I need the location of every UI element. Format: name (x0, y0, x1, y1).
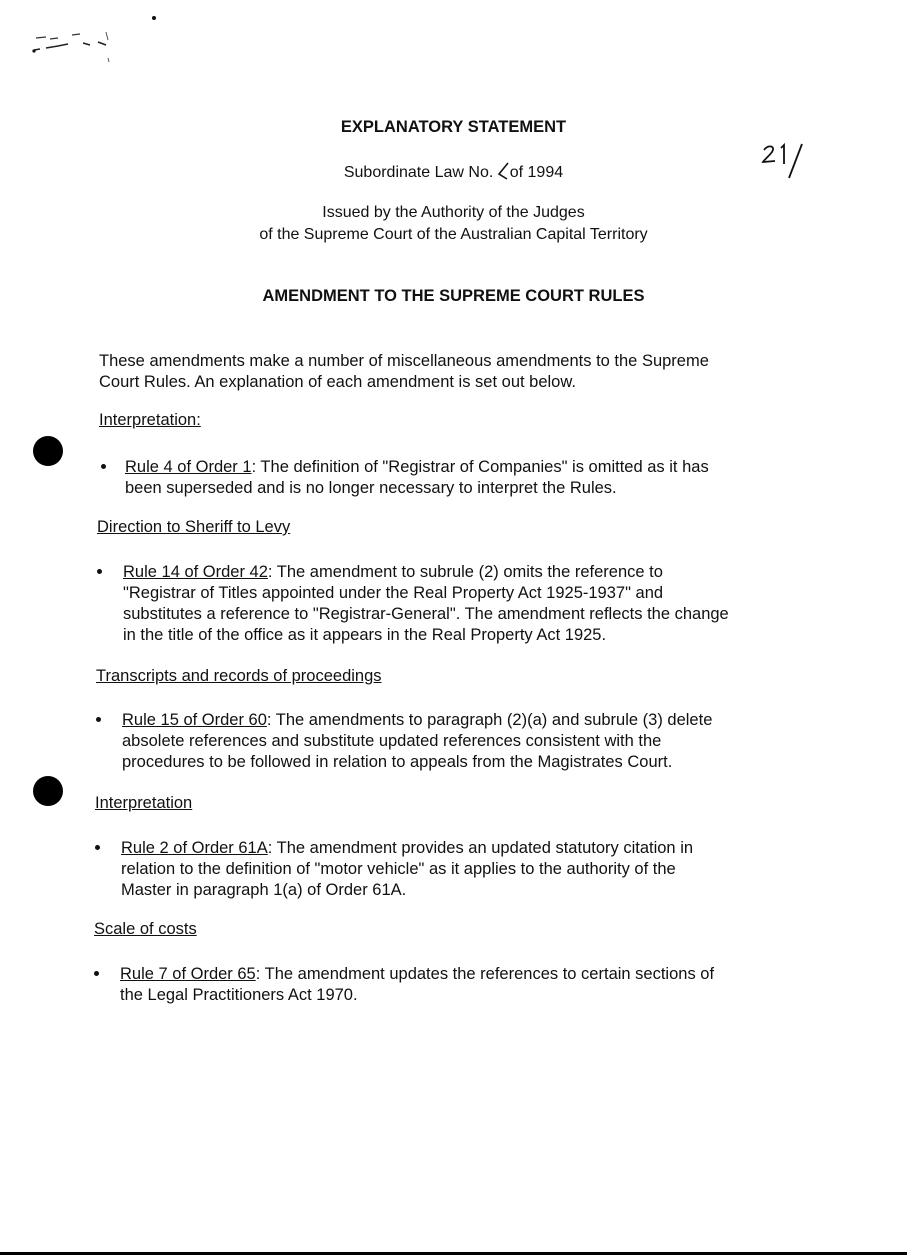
section-item: Rule 7 of Order 65: The amendment updates the references to certain sections of the Legal Practitioners Act 1970. (120, 965, 715, 1004)
intro-paragraph (99, 351, 709, 393)
speck-dot (152, 16, 156, 20)
bullet-icon (95, 845, 100, 850)
amendment-title: AMENDMENT TO THE SUPREME COURT RULES (262, 287, 645, 305)
rule-reference: Rule 2 of Order 61A (121, 839, 268, 857)
section-heading: Scale of costs (94, 920, 197, 938)
law-number-label: Subordinate Law No. (343, 164, 498, 181)
authority-line-1: Issued by the Authority of the Judges (322, 204, 585, 221)
scan-artifact-marks (28, 10, 118, 65)
rule-reference: Rule 15 of Order 60 (122, 711, 267, 729)
section-item: Rule 2 of Order 61A: The amendment provides an updated statutory citation in relation to the definition of "motor vehicle" as it applies to the authority of the Master in paragraph 1(a) of Order 61A. (121, 839, 694, 899)
bullet-icon (94, 971, 99, 976)
section-heading: Direction to Sheriff to Levy (97, 518, 291, 536)
rule-reference: Rule 14 of Order 42 (123, 563, 268, 581)
handwritten-annotation (758, 138, 810, 187)
punch-hole-top (33, 436, 63, 466)
authority-line-2: of the Supreme Court of the Australian Capital Territory (259, 226, 648, 243)
intro-line-1: These amendments make a number of miscellaneous amendments to the Supreme (99, 352, 709, 370)
section-item: Rule 14 of Order 42: The amendment to subrule (2) omits the reference to "Registrar of Titles appointed under the Real Property Act 1925-1937" and substitutes a reference to "Registrar-General". The amendment reflects the change in the title of the office as it appears in the Real Property Act 1925. (123, 563, 729, 644)
scan-bottom-edge (0, 1252, 907, 1255)
bullet-icon (97, 569, 102, 574)
punch-hole-bottom (33, 776, 63, 806)
bullet-icon (96, 717, 101, 722)
intro-line-2: Court Rules. An explanation of each amendment is set out below. (99, 373, 576, 391)
rule-reference: Rule 4 of Order 1 (125, 458, 252, 476)
rule-reference: Rule 7 of Order 65 (120, 965, 256, 983)
section-heading: Transcripts and records of proceedings (96, 667, 382, 685)
section-heading: Interpretation (95, 794, 193, 812)
law-year: of 1994 (509, 164, 564, 181)
section-heading: Interpretation: (99, 411, 201, 429)
handwritten-number-mark (496, 161, 510, 181)
document-title: EXPLANATORY STATEMENT (340, 118, 567, 136)
section-item: Rule 15 of Order 60: The amendments to paragraph (2)(a) and subrule (3) delete absolete references and substitute updated references consistent with the procedures to be followed in relation to appeals from the Magistrates Court. (122, 711, 713, 771)
bullet-icon (101, 464, 106, 469)
section-item: Rule 4 of Order 1: The definition of "Registrar of Companies" is omitted as it has been superseded and is no longer necessary to interpret the Rules. (125, 458, 709, 497)
